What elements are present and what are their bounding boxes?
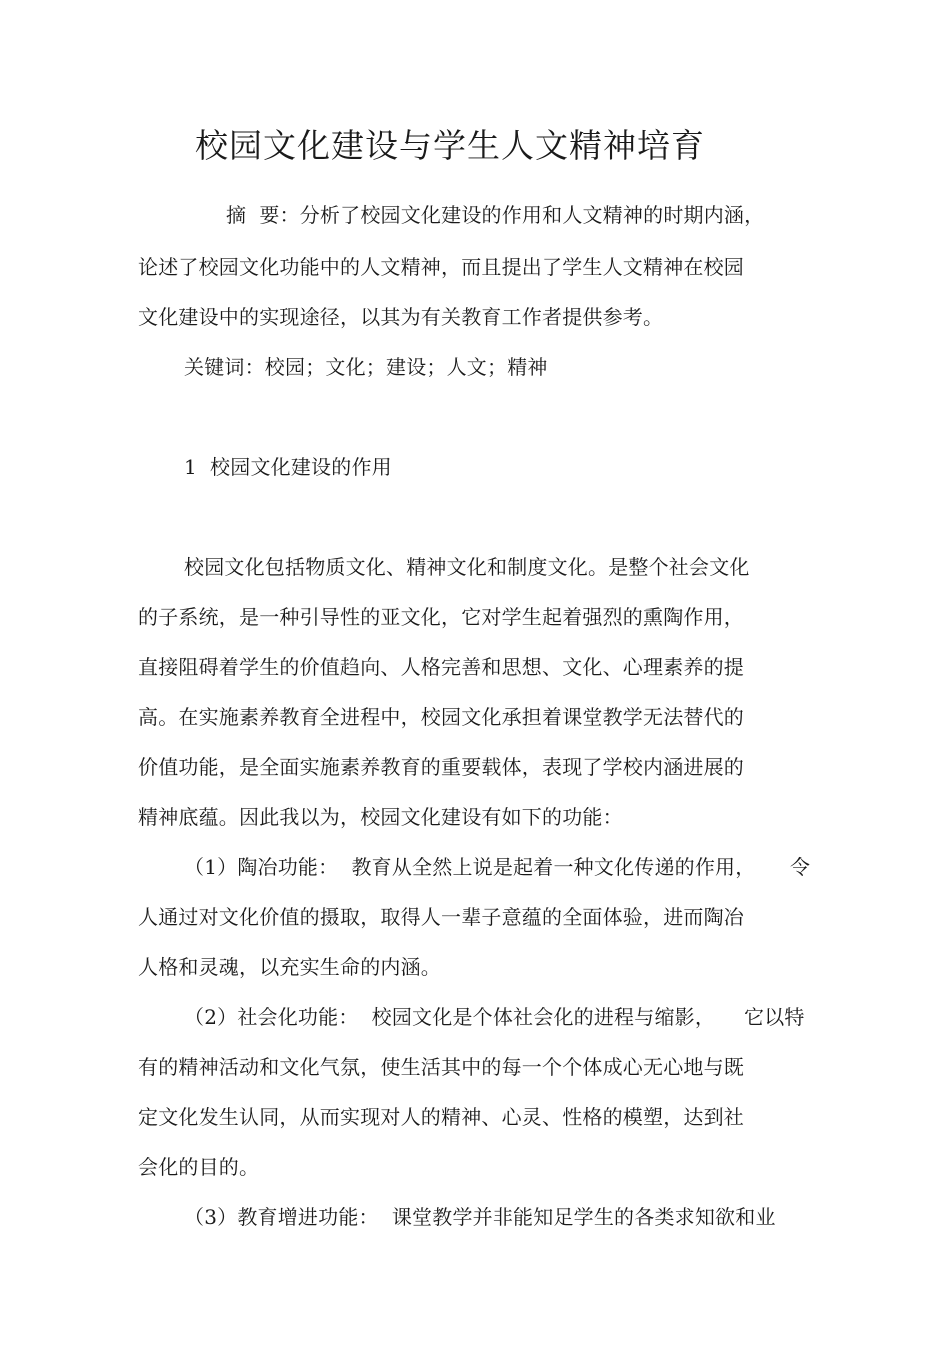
item3-line-1: （3）教育增进功能： 课堂教学并非能知足学生的各类求知欲和业 [184,1205,776,1229]
abstract-line-2: 论述了校园文化功能中的人文精神，而且提出了学生人文精神在校园 [138,255,744,279]
paragraph-line-5: 价值功能，是全面实施素养教育的重要载体，表现了学校内涵进展的 [138,755,744,779]
item2-line-2: 有的精神活动和文化气氛，使生活其中的每一个个体成心无心地与既 [138,1055,744,1079]
paragraph-line-3: 直接阻碍着学生的价值趋向、人格完善和思想、文化、心理素养的提 [138,655,744,679]
item2-line-1: （2）社会化功能： 校园文化是个体社会化的进程与缩影， [184,1005,716,1029]
abstract-label: 摘 要： [226,203,300,227]
item2-line-4: 会化的目的。 [138,1155,260,1179]
section-heading: 1 校园文化建设的作用 [184,455,392,479]
paragraph-line-4: 高。在实施素养教育全进程中，校园文化承担着课堂教学无法替代的 [138,705,744,729]
item1-line-1: （1）陶冶功能： 教育从全然上说是起着一种文化传递的作用， [184,855,756,879]
item1-line-3: 人格和灵魂，以充实生命的内涵。 [138,955,441,979]
abstract-text-1: 分析了校园文化建设的作用和人文精神的时期内涵， [299,203,765,227]
item1-line-1-tail: 令 [790,855,811,879]
item2-line-3: 定文化发生认同，从而实现对人的精神、心灵、性格的模塑，达到社 [138,1105,744,1129]
paragraph-line-6: 精神底蕴。因此我以为，校园文化建设有如下的功能： [138,805,623,829]
document-title: 校园文化建设与学生人文精神培育 [195,126,705,165]
abstract-line-1 [226,202,764,228]
paragraph-line-1: 校园文化包括物质文化、精神文化和制度文化。是整个社会文化 [184,555,750,579]
paragraph-line-2: 的子系统，是一种引导性的亚文化，它对学生起着强烈的熏陶作用， [138,605,744,629]
item2-line-1-tail: 它以特 [744,1005,805,1029]
item1-line-2: 人通过对文化价值的摄取，取得人一辈子意蕴的全面体验，进而陶冶 [138,905,744,929]
keywords-line: 关键词：校园；文化；建设；人文；精神 [184,355,548,379]
abstract-line-3: 文化建设中的实现途径，以其为有关教育工作者提供参考。 [138,305,664,329]
